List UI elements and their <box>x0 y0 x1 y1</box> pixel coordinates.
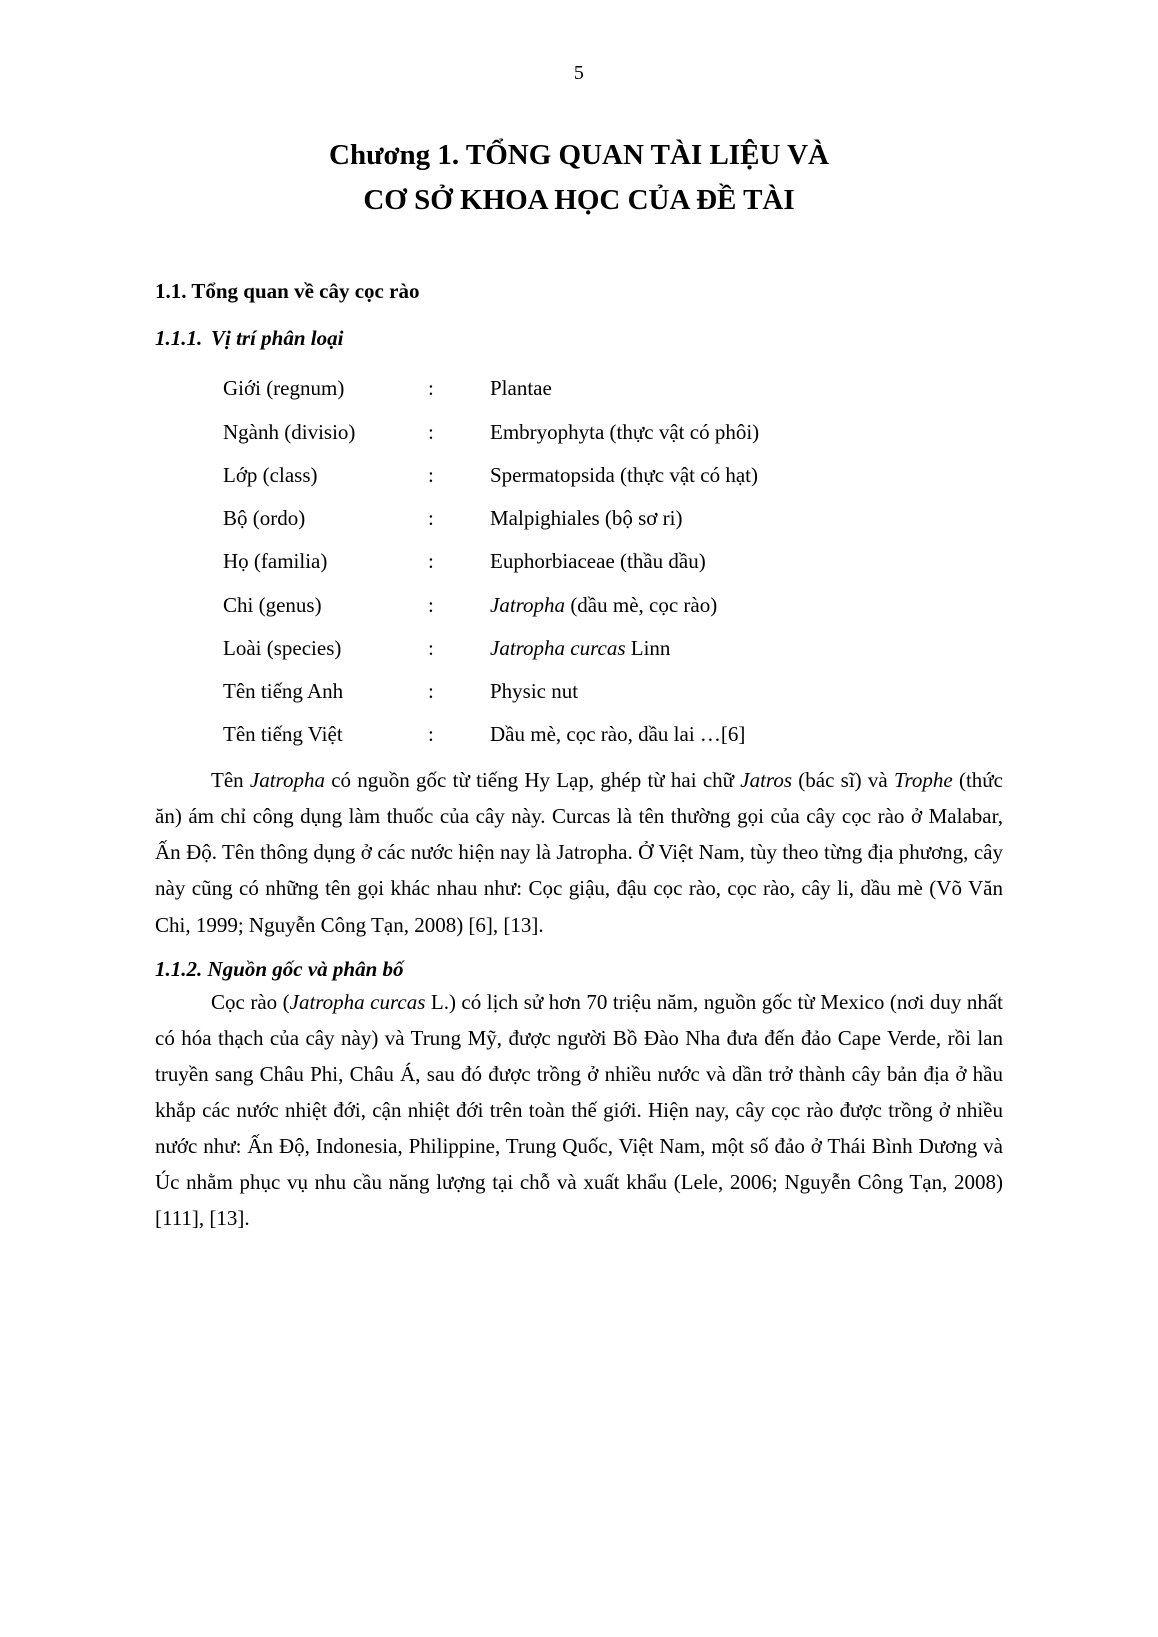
text-fragment: có nguồn gốc từ tiếng Hy Lạp, ghép từ hai chữ <box>324 768 741 793</box>
taxonomy-rank-label: Tên tiếng Anh <box>223 679 344 704</box>
taxonomy-rank-label: Ngành (divisio) <box>223 419 356 444</box>
taxonomy-row <box>223 367 759 410</box>
text-fragment: (bác sĩ) và <box>792 768 894 793</box>
taxonomy-row <box>223 453 759 496</box>
taxonomy-row <box>223 583 759 626</box>
chapter-title <box>120 133 1038 223</box>
text-fragment: (thức ăn) ám chỉ công dụng làm thuốc của cây này. Curcas là tên thường gọi của cây cọc rào ở Malabar, Ấn Độ. Tên thông dụng ở các nước hiện nay là Jatropha. Ở Việt Nam, tùy theo từng địa phương, cây này cũng có những tên gọi khác nhau như: Cọc giậu, đậu cọc rào, cọc rào, cây li, dầu mè (Võ Văn Chi, 1999; Nguyễn Công Tạn, 2008) [6], [13]. <box>155 768 1003 937</box>
taxonomy-value-text: Linn <box>625 635 671 660</box>
taxonomy-value-text: (dầu mè, cọc rào) <box>565 592 718 617</box>
taxonomy-value-italic: Jatropha <box>490 592 566 617</box>
taxonomy-rank-label: Giới (regnum) <box>223 376 345 401</box>
taxonomy-value: Malpighiales (bộ sơ ri) <box>490 506 683 531</box>
taxonomy-colon: : <box>428 592 434 617</box>
taxonomy-colon: : <box>428 376 434 401</box>
taxonomy-table <box>223 367 759 756</box>
taxonomy-colon: : <box>428 506 434 531</box>
chapter-title-line-2: CƠ SỞ KHOA HỌC CỦA ĐỀ TÀI <box>363 183 795 216</box>
document-content <box>155 279 1003 1237</box>
chapter-title-line-1: Chương 1. TỔNG QUAN TÀI LIỆU VÀ <box>329 139 829 171</box>
section-heading-1-1-2: 1.1.2. Nguồn gốc và phân bố <box>155 956 404 981</box>
taxonomy-value: Plantae <box>490 376 552 401</box>
text-italic-jatropha: Jatropha <box>249 768 325 793</box>
taxonomy-value: Euphorbiaceae (thầu dầu) <box>490 549 706 574</box>
paragraph-name-origin <box>155 762 1003 943</box>
text-italic-jatros: Jatros <box>740 768 793 793</box>
taxonomy-rank-label: Lớp (class) <box>223 462 318 487</box>
taxonomy-rank-label: Chi (genus) <box>223 592 322 617</box>
taxonomy-row <box>223 670 759 713</box>
section-title-1-1-1: Vị trí phân loại <box>211 325 344 350</box>
taxonomy-colon: : <box>428 549 434 574</box>
taxonomy-rank-label: Bộ (ordo) <box>223 506 306 531</box>
taxonomy-row <box>223 497 759 540</box>
taxonomy-colon: : <box>428 722 434 747</box>
paragraph-origin-distribution <box>155 984 1003 1237</box>
taxonomy-value: Spermatopsida (thực vật có hạt) <box>490 462 758 487</box>
taxonomy-row <box>223 540 759 583</box>
taxonomy-value: Dầu mè, cọc rào, dầu lai …[6] <box>490 722 746 747</box>
taxonomy-colon: : <box>428 679 434 704</box>
text-fragment: L.) có lịch sử hơn 70 triệu năm, nguồn gốc từ Mexico (nơi duy nhất có hóa thạch của cây này) và Trung Mỹ, được người Bồ Đào Nha đưa đến đảo Cape Verde, rồi lan truyền sang Châu Phi, Châu Á, sau đó được trồng ở nhiều nước và dần trở thành cây bản địa ở hầu khắp các nước nhiệt đới, cận nhiệt đới trên toàn thế giới. Hiện nay, cây cọc rào được trồng ở nhiều nước như: Ấn Độ, Indonesia, Philippine, Trung Quốc, Việt Nam, một số đảo ở Thái Bình Dương và Úc nhằm phục vụ nhu cầu năng lượng tại chỗ và xuất khẩu (Lele, 2006; Nguyễn Công Tạn, 2008) [111], [13]. <box>155 989 1003 1231</box>
taxonomy-value-italic: Jatropha curcas <box>490 635 626 660</box>
text-italic-jatropha-curcas: Jatropha curcas <box>289 989 426 1014</box>
taxonomy-row <box>223 713 759 756</box>
taxonomy-colon: : <box>428 419 434 444</box>
text-fragment: Cọc rào ( <box>211 989 290 1014</box>
taxonomy-rank-label: Họ (familia) <box>223 549 328 574</box>
taxonomy-colon: : <box>428 635 434 660</box>
taxonomy-colon: : <box>428 462 434 487</box>
taxonomy-rank-label: Tên tiếng Việt <box>223 722 343 747</box>
section-heading-1-1: 1.1. Tổng quan về cây cọc rào <box>155 278 420 303</box>
text-italic-trophe: Trophe <box>893 768 953 793</box>
taxonomy-value: Physic nut <box>490 679 579 704</box>
taxonomy-row <box>223 410 759 453</box>
page-number: 5 <box>573 62 585 84</box>
taxonomy-rank-label: Loài (species) <box>223 635 342 660</box>
taxonomy-value <box>490 583 759 626</box>
taxonomy-row <box>223 626 759 669</box>
taxonomy-value <box>490 626 759 669</box>
section-heading-1-1-1 <box>155 326 1003 351</box>
taxonomy-value: Embryophyta (thực vật có phôi) <box>490 419 760 444</box>
section-number-1-1-1: 1.1.1. <box>155 325 203 350</box>
text-fragment: Tên <box>211 768 250 793</box>
